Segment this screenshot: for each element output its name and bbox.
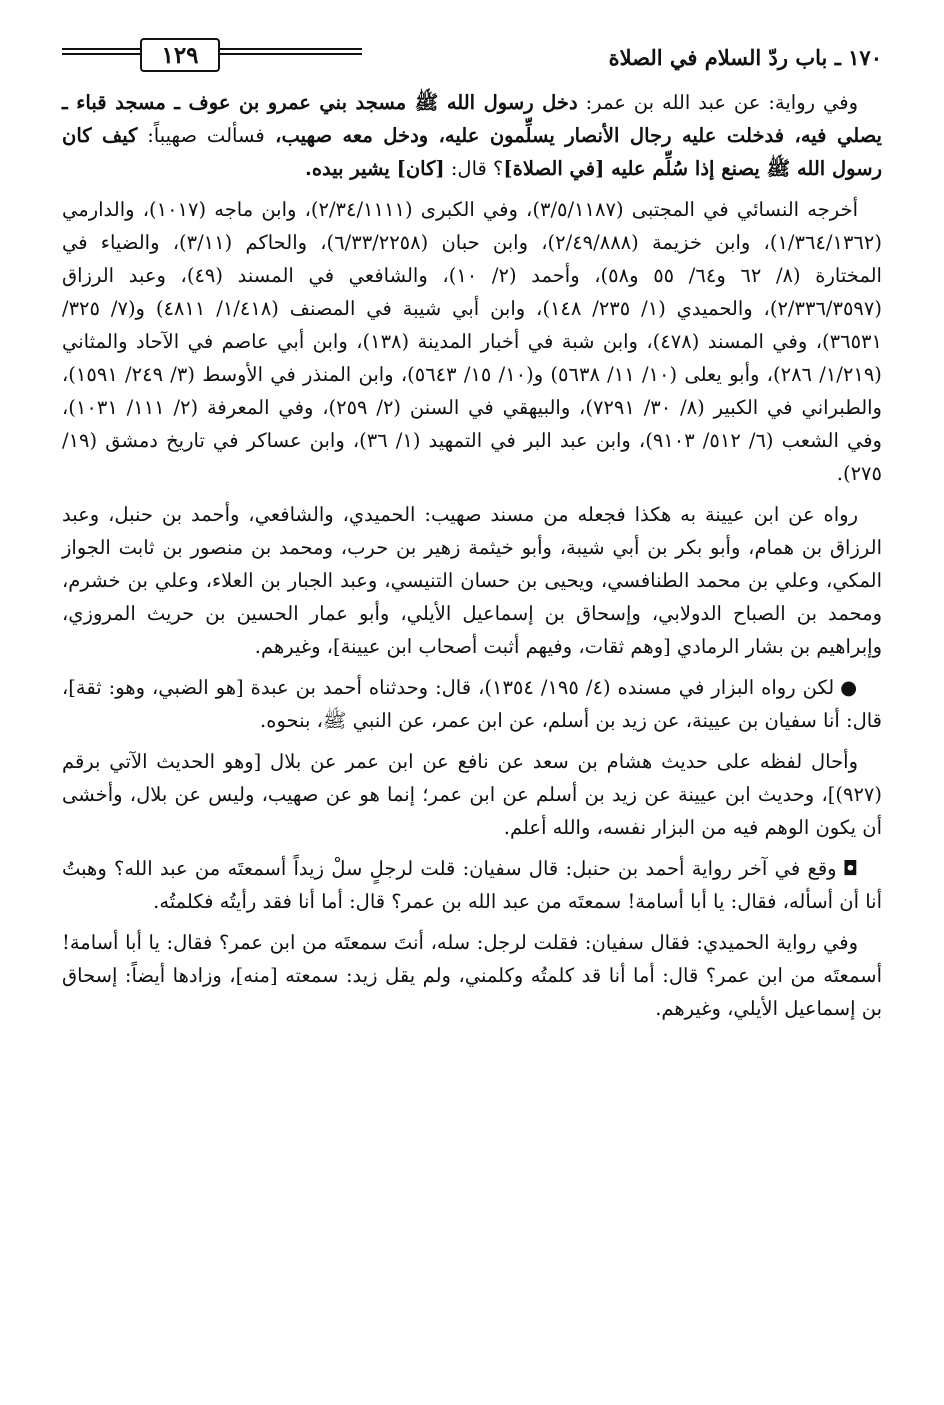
commentary-text: رواه عن ابن عيينة به هكذا فجعله من مسند صهيب: الحميدي، والشافعي، وأحمد بن حنبل، وعبد الرزاق بن همام، وأبو بكر بن أبي شيبة، وأبو خيثمة زهير بن حرب، ومحمد بن منصور بن ثابت الجواز المكي، وعلي بن محمد الطنافسي، ويحيى بن حسان التنيسي، وعبد الجبار بن العلاء، وعلي بن خشرم، ومحمد بن الصباح الدولابي، وإسحاق بن إسماعيل الأيلي، وأبو عمار الحسين بن حريث المروزي، وإبراهيم بن بشار الرمادي [وهم ثقات، وفيهم أثبت أصحاب ابن عيينة]، وغيرهم. bbox=[62, 503, 882, 658]
page-number-ornament bbox=[62, 38, 362, 72]
bullet-icon: ● bbox=[840, 676, 858, 699]
commentary-text: فسألت صهيباً: bbox=[137, 124, 265, 147]
paragraph bbox=[62, 926, 882, 1025]
hadith-text: كيف كان رسول الله ﷺ يصنع إذا سُلِّم عليه [في الصلاة] bbox=[62, 124, 882, 180]
paragraph bbox=[62, 745, 882, 844]
hadith-text: [كان] يشير بيده. bbox=[305, 157, 445, 180]
paragraph bbox=[62, 852, 882, 918]
page-header bbox=[62, 38, 882, 72]
bullet-icon: ◘ bbox=[842, 857, 858, 880]
commentary-text: وقع في آخر رواية أحمد بن حنبل: قال سفيان: قلت لرجلٍ سلْ زيداً أسمعتَه من عبد الله؟ وهبتُ أنا أن أسأله، فقال: يا أبا أسامة! سمعتَه من عبد الله بن عمر؟ قال: أما أنا فقد رأيتُه فكلمتُه. bbox=[62, 857, 882, 913]
paragraph bbox=[62, 193, 882, 490]
commentary-text: وأحال لفظه على حديث هشام بن سعد عن نافع عن ابن عمر عن بلال [وهو الحديث الآتي برقم (٩٢٧)]، وحديث ابن عيينة عن زيد بن أسلم عن ابن عمر؛ إنما هو عن صهيب، وليس عن بلال، وأخشى أن يكون الوهم فيه من البزار نفسه، والله أعلم. bbox=[62, 750, 882, 839]
commentary-text: وفي رواية الحميدي: فقال سفيان: فقلت لرجل: سله، أنتَ سمعتَه من ابن عمر؟ فقال: يا أبا أسامة! أسمعتَه من ابن عمر؟ قال: أما أنا قد كلمتُه وكلمني، ولم يقل زيد: سمعته [منه]، وزادها أيضاً: إسحاق بن إسماعيل الأيلي، وغيرهم. bbox=[62, 931, 882, 1020]
paragraph bbox=[62, 86, 882, 185]
commentary-text: أخرجه النسائي في المجتبى (٣/٥/١١٨٧)، وفي الكبرى (٢/٣٤/١١١١)، وابن ماجه (١٠١٧)، والدارمي (١/٣٦٤/١٣٦٢)، وابن خزيمة (٢/٤٩/٨٨٨)، وابن حبان (٦/٣٣/٢٢٥٨)، والحاكم (٣/١١)، والضياء في المختارة (٨/ ٦٢ و٦٤/ ٥٥ و٥٨)، وأحمد (٢/ ١٠)، والشافعي في المسند (٤٩)، وعبد الرزاق (٢/٣٣٦/٣٥٩٧)، والحميدي (١/ ٢٣٥/ ١٤٨)، وابن أبي شيبة في المصنف (١/٤١٨/ ٤٨١١) و(٧/ ٣٢٥/ ٣٦٥٣١)، وفي المسند (٤٧٨)، وابن شبة في أخبار المدينة (١٣٨)، وابن أبي عاصم في الآحاد والمثاني (١/٢١٩/ ٢٨٦)، وأبو يعلى (١٠/ ١١/ ٥٦٣٨) و(١٠/ ١٥/ ٥٦٤٣)، وابن المنذر في الأوسط (٣/ ٢٤٩/ ١٥٩١)، والطبراني في الكبير (٨/ ٣٠/ ٧٢٩١)، والبيهقي في السنن (٢/ ٢٥٩)، وفي المعرفة (٢/ ١١١/ ١٠٣١)، وفي الشعب (٦/ ٥١٢/ ٩١٠٣)، وابن عبد البر في التمهيد (١/ ٣٦)، وابن عساكر في تاريخ دمشق (١٩/ ٢٧٥). bbox=[62, 198, 882, 485]
hadith-text: دخل رسول الله ﷺ مسجد بني عمرو بن عوف ـ مسجد قباء ـ يصلي فيه، فدخلت عليه رجال الأنصار يسلِّمون عليه، ودخل معه صهيب، bbox=[62, 91, 882, 147]
commentary-text: لكن رواه البزار في مسنده (٤/ ١٩٥/ ١٣٥٤)، قال: وحدثناه أحمد بن عبدة [هو الضبي، وهو: ثقة]، قال: أنا سفيان بن عيينة، عن زيد بن أسلم، عن ابن عمر، عن النبي ﷺ، بنحوه. bbox=[62, 676, 882, 732]
page-body bbox=[62, 86, 882, 1025]
paragraph bbox=[62, 671, 882, 737]
commentary-text: ؟ قال: bbox=[444, 157, 504, 180]
paragraph bbox=[62, 498, 882, 663]
commentary-text: وفي رواية: عن عبد الله بن عمر: bbox=[577, 91, 858, 114]
page-number: ١٢٩ bbox=[140, 38, 220, 72]
running-title: ١٧٠ ـ باب ردّ السلام في الصلاة bbox=[608, 45, 882, 70]
